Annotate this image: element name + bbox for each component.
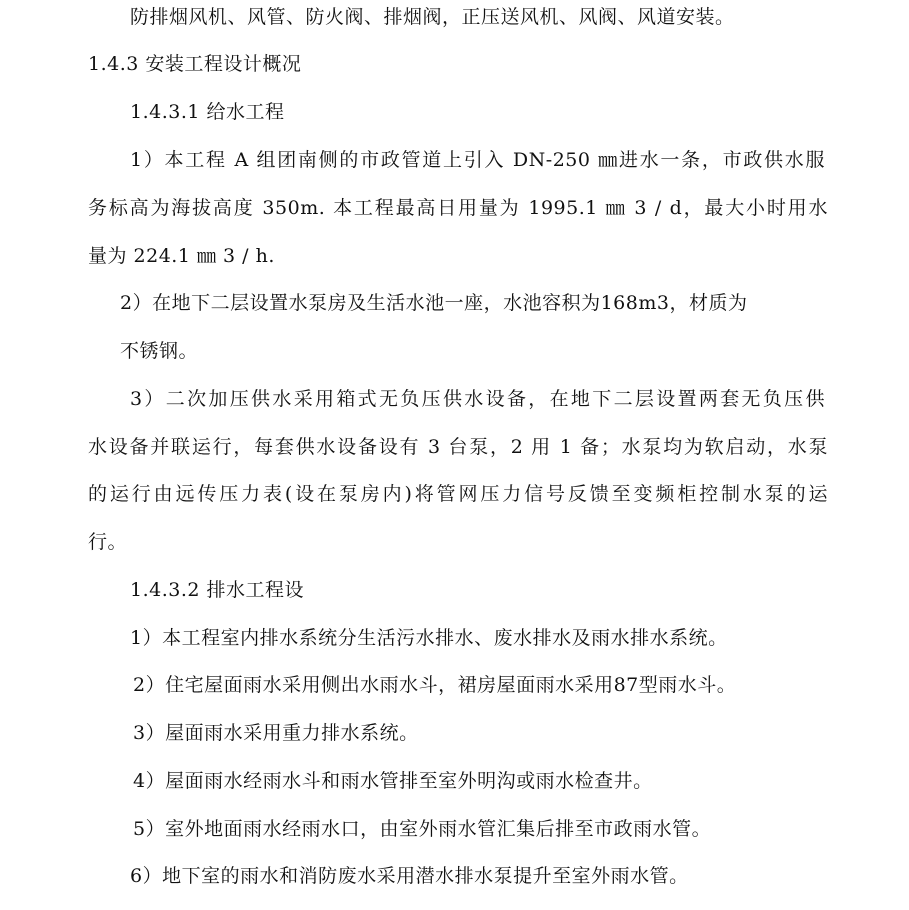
subsection-heading: 1.4.3.2 排水工程设 [130,579,305,601]
text-line: 行。 [88,531,128,553]
subsection-heading: 1.4.3.1 给水工程 [130,101,285,123]
text-line: 1）本工程 A 组团南侧的市政管道上引入 DN-250 ㎜进水一条，市政供水服 [130,149,825,171]
text-line: 3）二次加压供水采用箱式无负压供水设备，在地下二层设置两套无负压供 [130,388,825,410]
text-line: 量为 224.1 ㎜ 3 / h. [88,245,275,267]
text-line: 务标高为海拔高度 350m. 本工程最高日用量为 1995.1 ㎜ 3 / d，最大小时用水 [88,197,828,219]
text-line: 1）本工程室内排水系统分生活污水排水、废水排水及雨水排水系统。 [130,627,728,649]
text-line: 不锈钢。 [120,340,199,362]
text-line: 水设备并联运行，每套供水设备设有 3 台泵，2 用 1 备；水泵均为软启动，水泵 [88,436,828,458]
text-line: 防排烟风机、风管、防火阀、排烟阀，正压送风机、风阀、风道安装。 [130,6,735,28]
text-line: 5）室外地面雨水经雨水口，由室外雨水管汇集后排至市政雨水管。 [133,818,712,840]
section-heading: 1.4.3 安装工程设计概况 [88,53,302,75]
text-line: 的运行由远传压力表(设在泵房内)将管网压力信号反馈至变频柜控制水泵的运 [88,483,828,505]
text-line: 3）屋面雨水采用重力排水系统。 [133,722,419,744]
text-line: 6）地下室的雨水和消防废水采用潜水排水泵提升至室外雨水管。 [130,865,689,887]
text-line: 2）在地下二层设置水泵房及生活水池一座，水池容积为168m3，材质为 [120,292,748,314]
text-line: 4）屋面雨水经雨水斗和雨水管排至室外明沟或雨水检查井。 [133,770,653,792]
text-line: 2）住宅屋面雨水采用侧出水雨水斗，裙房屋面雨水采用87型雨水斗。 [133,674,737,696]
